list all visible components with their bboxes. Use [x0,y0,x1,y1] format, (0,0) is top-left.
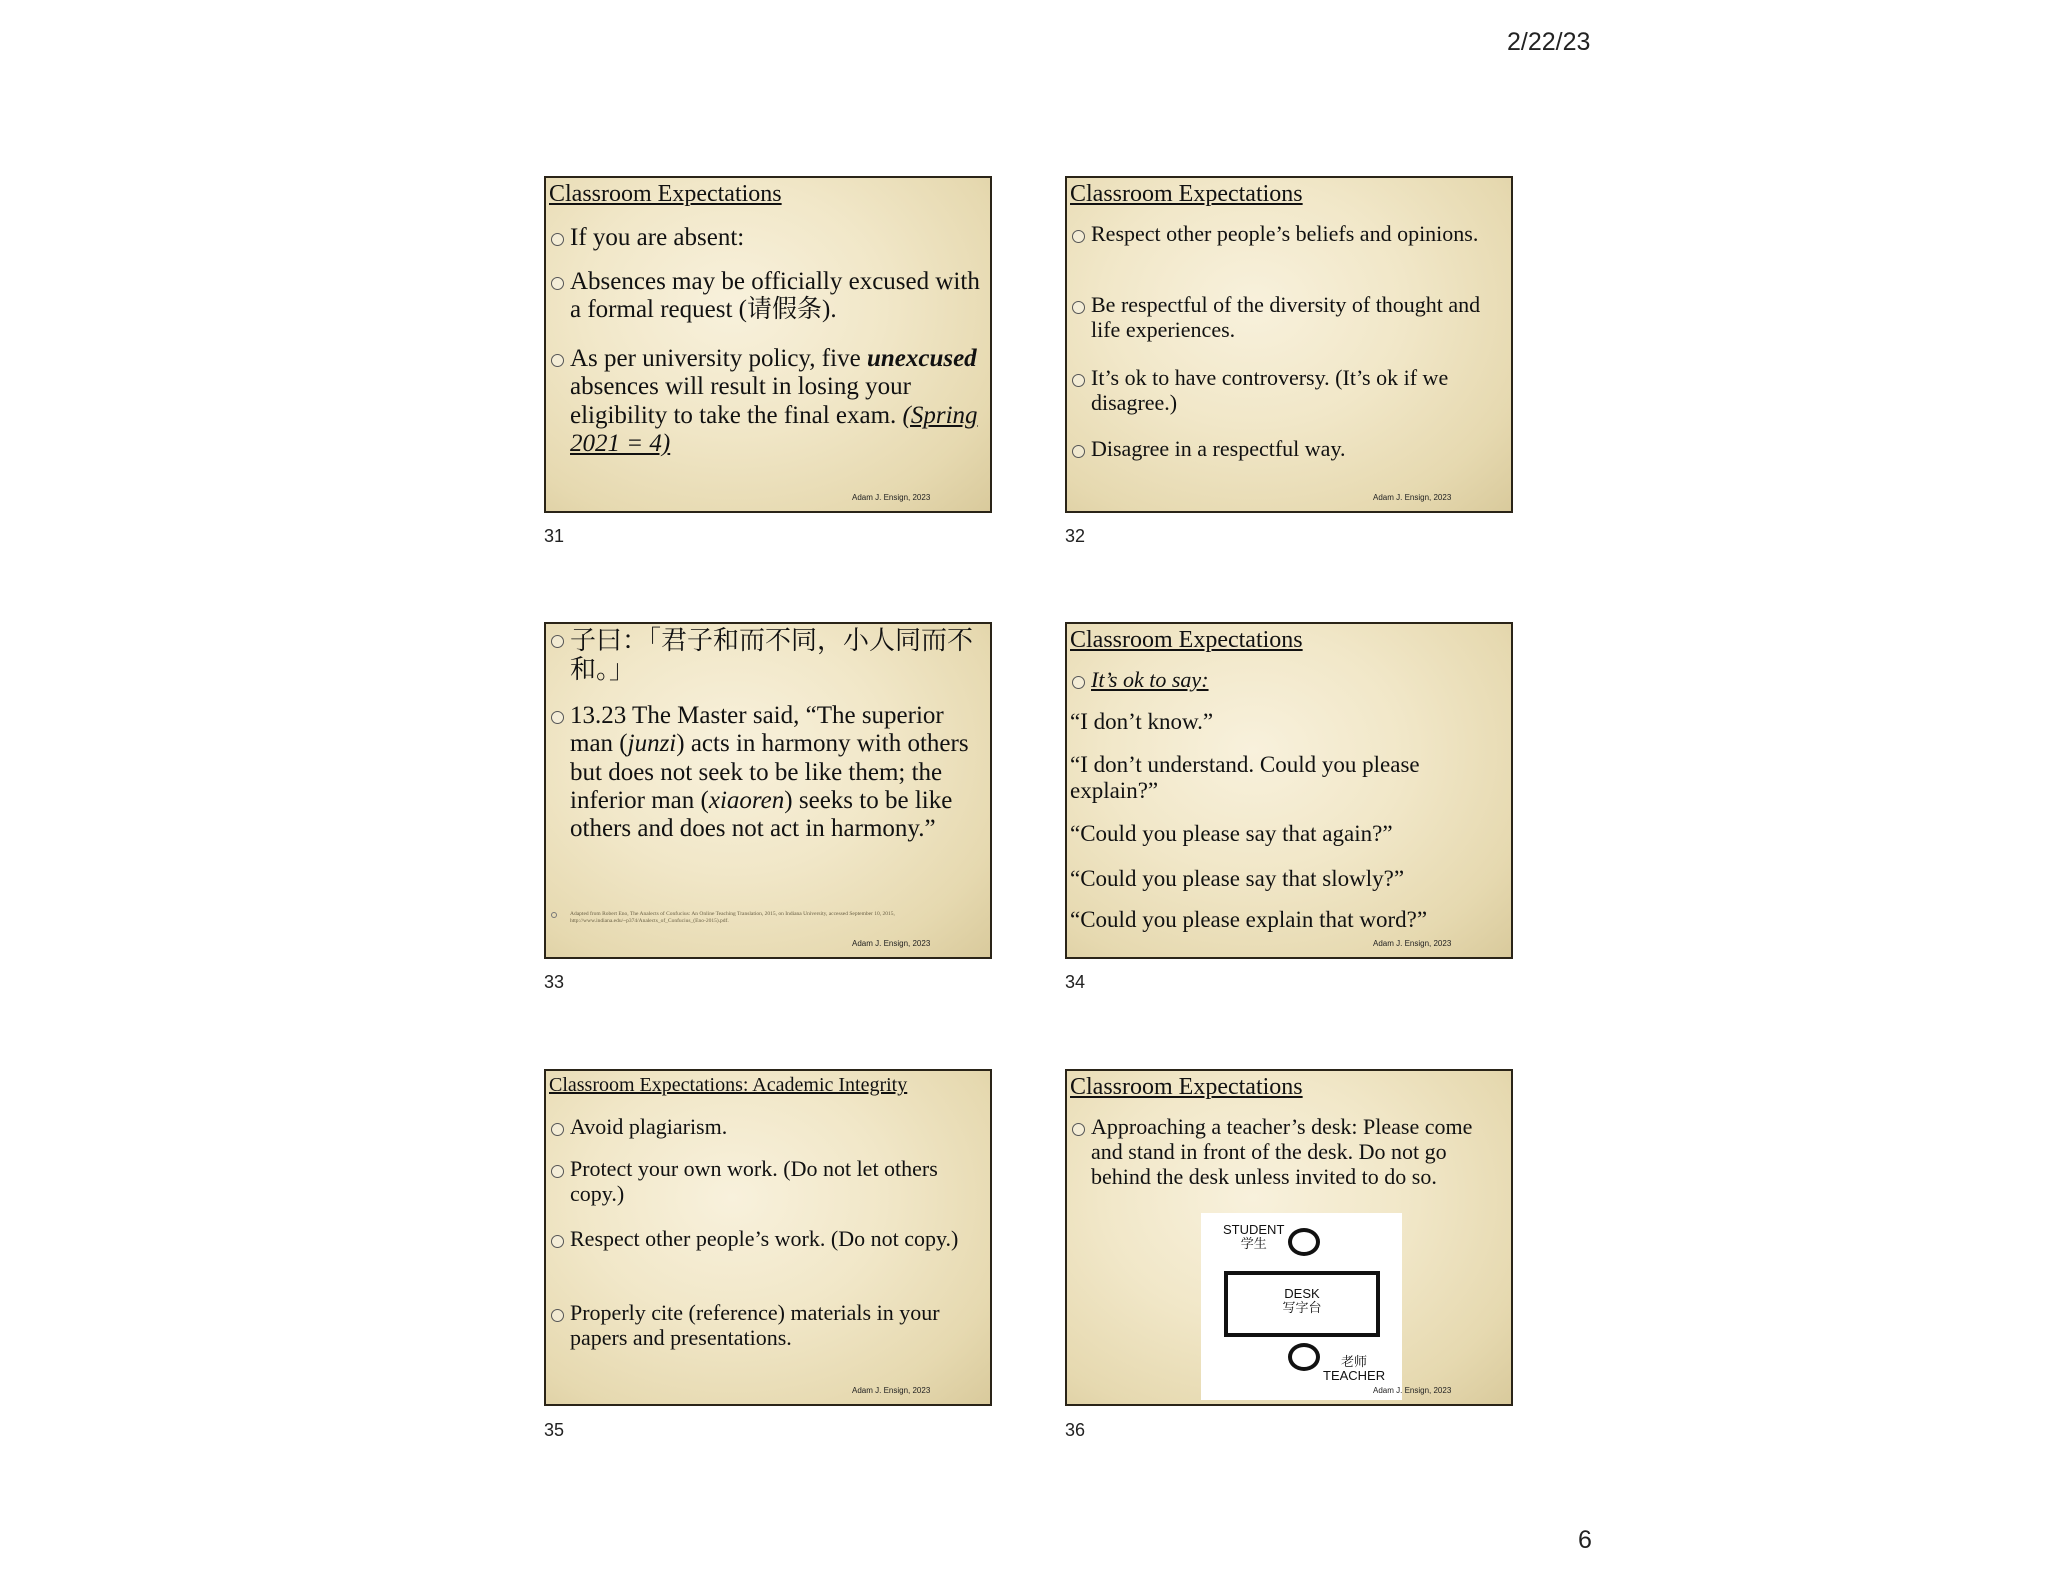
slide-credit: Adam J. Ensign, 2023 [1373,493,1452,502]
slide-36 [1065,1069,1513,1406]
citation: Adapted from Robert Eno, The Analects of Confucius: An Online Teaching Translation, 2015, on Indiana University, accessed September 10, 2015, http://www.indiana.edu/~p374/Analects_of_Confucius_(Eno-2015).pdf. [570,911,950,926]
slide-credit: Adam J. Ensign, 2023 [852,939,931,948]
quote-line: “I don’t understand. Could you please explain?” [1070,752,1420,803]
slide-title: Classroom Expectations [1070,181,1303,207]
teacher-label [1323,1355,1385,1384]
student-label-zh: 学生 [1240,1236,1267,1252]
emphasis-text: xiaoren [708,786,785,814]
bullet: Properly cite (reference) materials in your papers and presentations. [549,1301,986,1351]
slide-credit: Adam J. Ensign, 2023 [852,493,931,502]
quote-line: “Could you please say that again?” [1070,821,1393,846]
slide-33 [544,622,992,959]
page-date: 2/22/23 [1507,28,1591,56]
slide-32 [1065,176,1513,513]
emphasis-text: (Spring 2021 = 4) [570,401,978,457]
slide-title: Classroom Expectations [1070,627,1303,653]
bullet-text: As per university policy, five [570,345,867,372]
bullet: It’s ok to say: [1070,668,1507,693]
bullet: Approaching a teacher’s desk: Please come and stand in front of the desk. Do not go behind the desk unless invited to do so. [1070,1115,1507,1190]
slide-34 [1065,622,1513,959]
slide-number: 34 [1065,972,1086,992]
bullet: Disagree in a respectful way. [1070,437,1507,462]
student-label [1223,1223,1284,1252]
bullet: It’s ok to have controversy. (It’s ok if we disagree.) [1070,366,1507,416]
quote-line: “I don’t know.” [1070,709,1214,734]
slide-title: Classroom Expectations [549,181,782,207]
slide-credit: Adam J. Ensign, 2023 [1373,939,1452,948]
slide-35 [544,1069,992,1406]
bullet: If you are absent: [549,224,986,252]
desk-label-zh: 写字台 [1282,1300,1322,1316]
bullet-text: 13.23 The Master said, “The superior man ( [570,702,944,758]
slide-credit: Adam J. Ensign, 2023 [1373,1386,1452,1395]
bullet-text: ) seeks to be like others and does not act in harmony.” [570,786,953,842]
bullet [549,345,986,458]
slide-credit: Adam J. Ensign, 2023 [852,1386,931,1395]
slide-number: 36 [1065,1420,1086,1440]
desk-rectangle [1224,1271,1380,1337]
page-number: 6 [1578,1526,1592,1554]
desk-label [1228,1287,1376,1316]
desk-diagram [1201,1213,1402,1400]
slide-number: 33 [544,972,565,992]
slide-number: 35 [544,1420,565,1440]
teacher-circle [1288,1343,1320,1371]
slide-title: Classroom Expectations [1070,1074,1303,1100]
bullet-text: ) acts in harmony with others but does not seek to be like them; the inferior man ( [570,730,969,814]
emphasis-text: junzi [627,730,677,758]
teacher-label-zh: 老师 [1341,1354,1368,1369]
slide-number: 31 [544,526,565,546]
bullet: Absences may be officially excused with a formal request (请假条). [549,268,986,325]
teacher-label-en: TEACHER [1323,1368,1386,1384]
quote-line: “Could you please explain that word?” [1070,907,1428,932]
bullet: Be respectful of the diversity of thought and life experiences. [1070,293,1507,343]
bullet: Respect other people’s work. (Do not copy.) [549,1227,986,1252]
slide-31 [544,176,992,513]
bullet: Protect your own work. (Do not let others copy.) [549,1157,986,1207]
student-label-en: STUDENT [1223,1222,1285,1237]
slide-title: Classroom Expectations: Academic Integrity [549,1074,908,1096]
student-circle [1288,1228,1320,1256]
desk-label-en: DESK [1284,1286,1320,1301]
quote-line: “Could you please say that slowly?” [1070,866,1405,891]
bullet: Respect other people’s beliefs and opinions. [1070,222,1507,247]
bullet-text: absences will result in losing your eligibility to take the final exam. [570,373,911,429]
slide-number: 32 [1065,526,1086,546]
emphasis-text: unexcused [866,345,977,372]
bullet [549,702,986,843]
bullet: Avoid plagiarism. [549,1115,986,1140]
bullet: 子曰：「君子和而不同，小人同而不和。」 [549,626,988,685]
